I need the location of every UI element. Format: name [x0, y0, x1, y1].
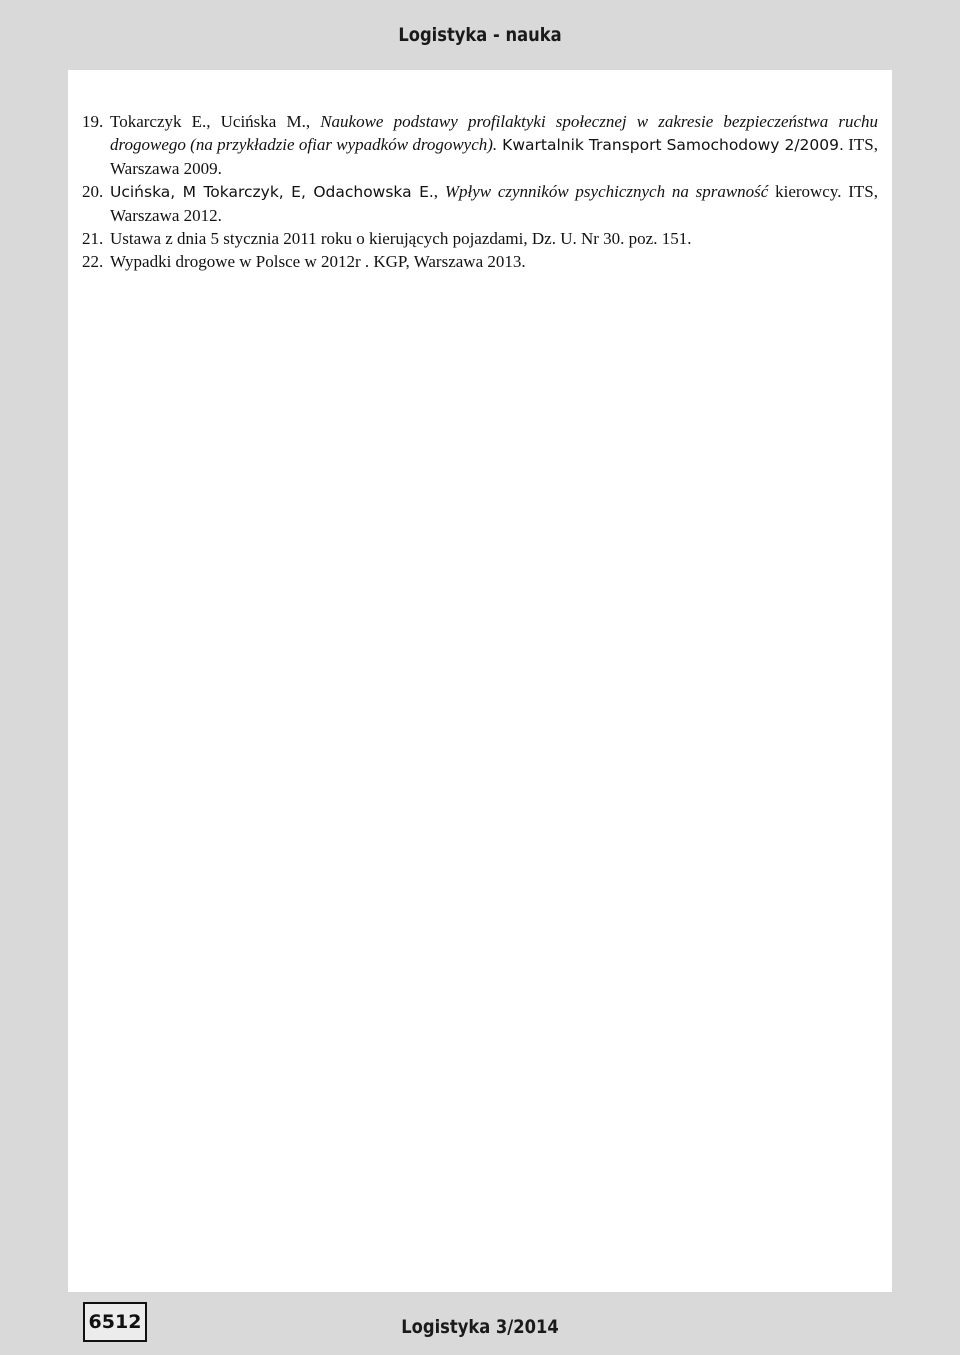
reference-list [82, 110, 878, 273]
reference-item-20 [82, 180, 878, 227]
reference-item-21 [82, 227, 878, 250]
reference-journal: Kwartalnik Transport Samochodowy 2/2009. [497, 136, 844, 154]
reference-separator: , [433, 182, 445, 201]
reference-authors: Tokarczyk E., Ucińska M., [110, 112, 321, 131]
reference-text: Wypadki drogowe w Polsce w 2012r . KGP, Warszawa 2013. [110, 252, 526, 271]
reference-number: 19. [82, 112, 104, 131]
page-number: 6512 [83, 1302, 147, 1342]
reference-title: Wpływ czynników psychicznych na sprawność [444, 182, 769, 201]
page-content [68, 70, 892, 1292]
reference-number: 20. [82, 182, 104, 201]
reference-number: 21. [82, 229, 104, 248]
running-footer: Logistyka 3/2014 [401, 1316, 559, 1338]
reference-publisher: kierowcy. ITS, Warszawa 2012. [110, 182, 879, 225]
reference-number: 22. [82, 252, 104, 271]
reference-item-19 [82, 110, 878, 180]
running-header: Logistyka - nauka [398, 24, 562, 46]
reference-title: Naukowe podstawy profilaktyki społecznej w zakresie bezpieczeństwa ruchu drogowego (na przykładzie ofiar wypadków drogowych). [110, 112, 879, 154]
reference-publisher: ITS, Warszawa 2009. [110, 135, 878, 178]
reference-item-22 [82, 250, 878, 273]
reference-authors: Ucińska, M Tokarczyk, E, Odachowska E. [110, 183, 434, 201]
reference-text: Ustawa z dnia 5 stycznia 2011 roku o kierujących pojazdami, Dz. U. Nr 30. poz. 151. [110, 229, 692, 248]
